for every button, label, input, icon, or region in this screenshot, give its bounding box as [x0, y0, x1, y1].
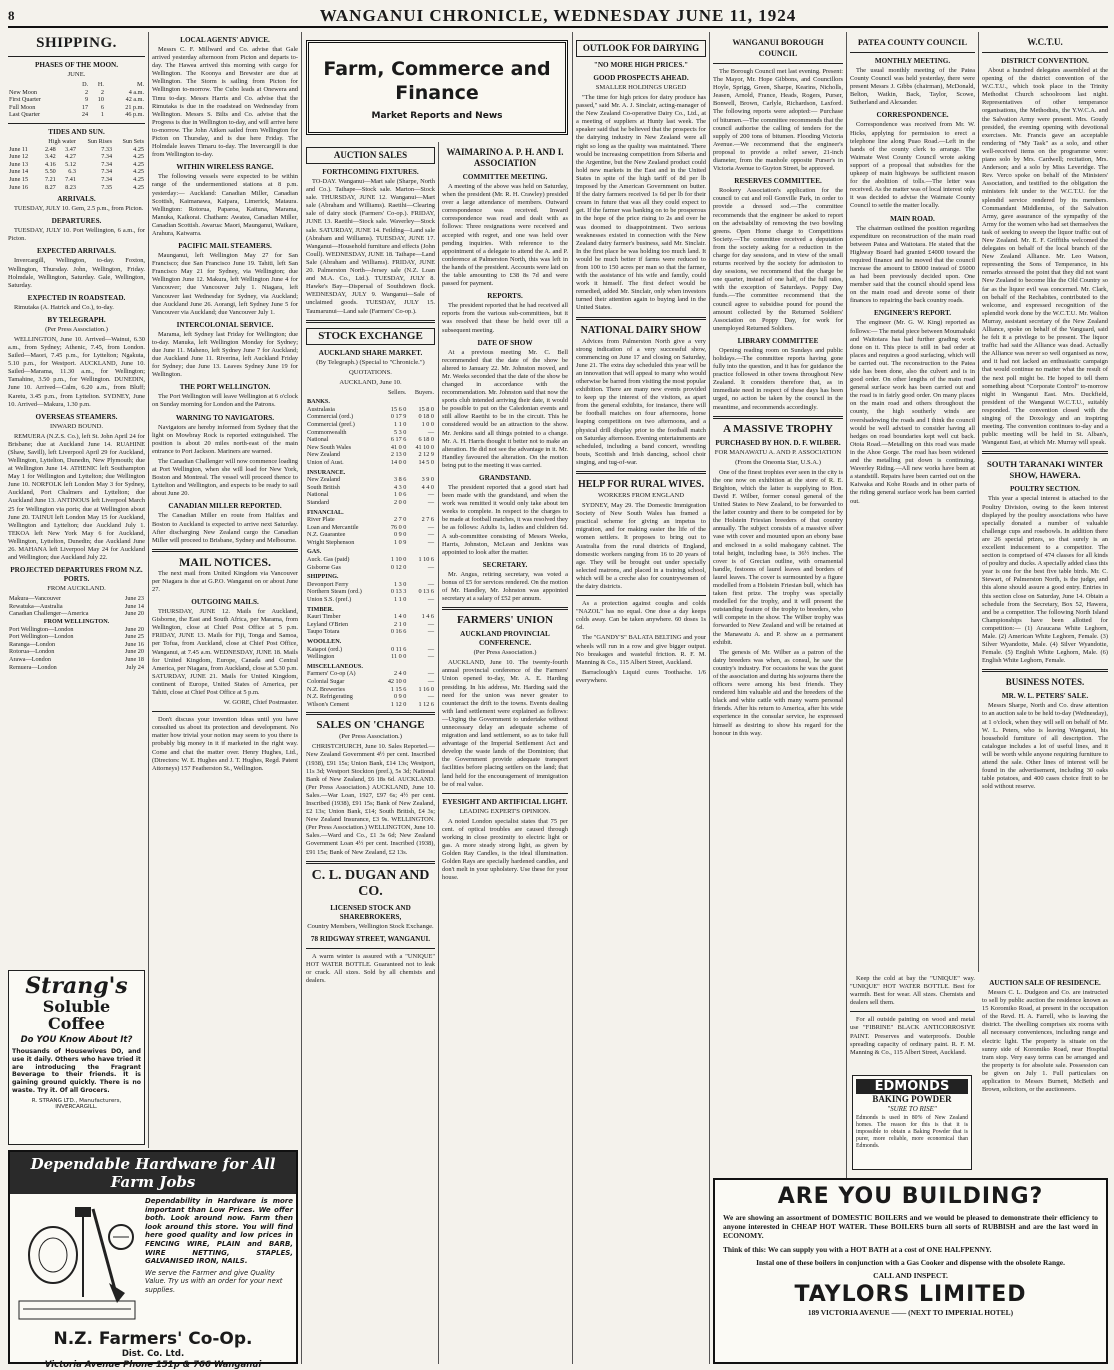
stock-section-header: TIMBER.	[307, 605, 334, 613]
farmers-union-text: AUCKLAND, June 10. The twenty-fourth annual provincial conference of the Farmers' Union opened to-day, Mr. A. E. Harding presiding. In his address, Mr. Harding said the need for the union was never greater to counteract the drift to the towns. Events dealing with land settlement were explained as follows:—Urging the Government to undertake without unnecessary delay an adequate scheme of migration and land settlement, so as to take full advantage of the Imperial Settlement Act and develop the waste lands of the Dominion; that the Government provide adequate transport facilities before placing settlers on the land; that land held for the encouragement of immigration be of real value.	[442, 659, 568, 788]
moon-month: JUNE.	[67, 71, 86, 78]
projected-table	[8, 595, 145, 671]
gandy-text: The "GANDY'S" BALATA BELTING and your wheels will run in a row and give bigger output. No breakages and wasteful friction. R. F. M. Manning & Co., 115 Albert Street, Auckland.	[576, 634, 706, 666]
projected-row: Rotorua—London June 20	[9, 648, 144, 656]
grandstand-title: GRANDSTAND.	[479, 474, 531, 482]
building-name: TAYLORS LIMITED	[794, 1282, 1027, 1308]
building-address: 189 VICTORIA AVENUE —— (NEXT TO IMPERIAL HOTEL)	[807, 1308, 1014, 1318]
borough-text: The Borough Council met last evening. Present: The Mayor, Mr. Hope Gibbons, and Councillors Hoyle, Sprigg, Green, Sharpe, Kearins, Nicholls, Jeasen, Arnold, France, Heads, Rogers, Purser, Bonwell, Brown, Carlyle, Richardson, Laxford. The following reports were adopted:— Purchase of bitumen.—The committee recommends that the council authorise the calling of tenders for the supply of 200 tons of bitumen. Flooding Victoria Avenue.—We recommend that the engineer's proposal to provide a relief sewer, 21-inch diameter, from the manhole opposite Purser's in Victoria Avenue to Guyton Street, be approved.	[713, 68, 843, 173]
stock-row: Kaiapoi (ord.) 0 11 6 —	[307, 645, 434, 653]
edmonds-product: BAKING POWDER	[872, 1094, 952, 1104]
stock-row: Wright Stephenson 1 0 9 —	[307, 538, 434, 546]
stock-row: South British 4 3 0 4 4 0	[307, 483, 434, 491]
strangs-line2: Soluble	[42, 997, 111, 1016]
dugan-sub: LICENSED STOCK AND SHAREBROKERS,	[330, 903, 411, 921]
patea-sub: MONTHLY MEETING.	[874, 57, 951, 65]
agents-text: Messrs C. F. Millward and Co. advise that Gale arrived yesterday afternoon from Picton and departs to-day. The Hawea arrived this morning with cargo for Wellington. The Koonya and Brewster are due at Wellington. The Storm is sailing from Picton for Wellington to-morrow. The Cubo leads at Onewera and Timu to-day. Messrs Harris and Co. advise that the Rimutaka is due in the roadstead on Wednesday from Wellington. Messrs S. Bilts and Co. advise that the Progress is due in Wellington to-day, and will arrive here to-morrow. The John Aitken sailed from Wellington for Picton on Thursday, and is due here Friday. The Holmdale leaves Timaru to-day. The Invercargill is due from Wellington to-day.	[152, 46, 298, 159]
mail-text: The next mail from United Kingdom via Vancouver per Niagara is due at G.P.O. Wanganui on or about June 27.	[152, 569, 298, 593]
strangs-brand: Strang's	[25, 973, 128, 999]
biz-text: Messrs Sharpe, North and Co. draw attention to an auction sale to be held to-day (Wednesday), at 1 o'clock, when they will sell on behalf of Mr. W. L. Peters, who is leaving Wanganui, his household furniture of all description. The catalogue includes a lot of useful lines, and it will be worth while anyone requiring furniture to attend the sale. Other lines of interest will be found in the advertisement, including 30 oaks table potatoes, and 400 cases choice fruit to be sold without reserve.	[982, 702, 1108, 791]
building-call: CALL AND INSPECT.	[873, 1271, 948, 1281]
road-title: MAIN ROAD.	[890, 214, 935, 223]
auction-text: TO-DAY. Wanganui—Mart sale (Sharpe, North and Co.). Taihape—Stock sale. Marton—Stock sale. THURSDAY, JUNE 12. Wanganui—Mart sale (Abraham and Williams). Raetihi—Clearing sale of dairy stock (Farmers' Co-op.). FRIDAY, JUNE 13. Raetihi—Stock sale. Waverley—Stock sale. SATURDAY, JUNE 14. Feilding—Land sale (Abraham and Williams). TUESDAY, JUNE 17. Wanganui—Household furniture and effects (John Coull). WEDNESDAY, JUNE 18. Taihape—Land Sale (Abraham and Williams). FRIDAY, JUNE 20. Palmerston North—Jersey sale (N.Z. Loan and M.A. Co., Ltd.). TUESDAY, JULY 8. Hawke's Bay—Dispersal of Southdown flock. WEDNESDAY, JULY 9. Wanganui—Sale of unclaimed goods. TUESDAY, JULY 15. Taumarunui—Land sale (Farmers' Co-op.).	[306, 178, 435, 315]
strangs-coffee-ad	[8, 970, 145, 1145]
waimarino-sub: COMMITTEE MEETING.	[462, 173, 548, 181]
roadstead-title: EXPECTED IN ROADSTEAD.	[27, 293, 126, 302]
projected-row: Makura—Vancouver June 23	[9, 595, 144, 603]
wctu-sub: DISTRICT CONVENTION.	[1001, 57, 1089, 65]
departures-title: DEPARTURES.	[51, 217, 102, 226]
farmers-name: N.Z. Farmers' Co-Op.	[53, 1329, 253, 1349]
unique-text: Keep the cold at bay the "UNIQUE" way. "UNIQUE" HOT WATER BOTTLE. Best for warmth. Best for wear. All sizes. Chemists and dealers sell them.	[850, 975, 975, 1007]
dugan-sub2: Country Members, Wellington Stock Exchange.	[307, 922, 434, 930]
moon-col: D.	[82, 81, 89, 88]
stock-section-header: BANKS.	[307, 398, 330, 406]
projected-row: Rewatuka—Australia June 14	[9, 602, 144, 610]
ndshow-text: Advices from Palmerston North give a very strong indication of a very successful show, commencing on June 17 and closing on Saturday, June 21. The extra day scheduled this year will be an innovation that will appeal to many who would otherwise be barred from visiting the most popular exhibition. There are many new events provided to keep up the interest of the visitors, as apart from the general exhibits, for instance, there will be football matches on four afternoons, horse leaping competitions on two afternoons, and a physical drill display prior to the football match on Saturday afternoon. Evening entertainments are scheduled, including a band concert, wrestling bouts, Scottish and Irish dancing, school choir singing, and tug-of-war.	[576, 337, 706, 466]
projected-row: Canadian Challenger—America June 20	[9, 610, 144, 618]
page-header	[8, 6, 1108, 28]
patent-text: Don't discuss your invention ideas until you have consulted us about its protection and development. No matter how trivial your notion may seem to you there is probably big money in it if marketed in the right way. Come and chat the matter over. Henry Hughes, Ltd., (Directors: W. E. Hughes and J. T. Hughes, Regd. Patent Attorneys) 157 Featherston St., Wellington.	[152, 716, 298, 772]
outgoing-text: THURSDAY, JUNE 12. Mails for Auckland, Gisborne, the East and South Africa, per Marama, from Wellington, close at Chief Post Office at 5 p.m. FRIDAY, JUNE 13. Mails for Fiji, Tonga and Samoa, per Tofua, from Auckland, close at Chief Post Office, Wanganui, at 7.45 a.m. WEDNESDAY, JUNE 18. Mails for United Kingdom, Europe, Canada and Central America, per Niagara, from Auckland, close at 5.30 p.m. SATURDAY, JUNE 21. Mails for United Kingdom, continent of Europe, United States of America, per Tahiti, close at Chief Post Office at 5 p.m.	[152, 608, 298, 696]
stock-row: Union of Aust. 14 0 0 14 5 0	[307, 458, 434, 466]
stock-row: Auck. Gas (paid) 1 10 0 1 10 6	[307, 556, 434, 564]
farmers-address: Victoria Avenue Phone 151p & 766 Wanganui	[44, 1360, 262, 1370]
projected-row: Remuera—London July 24	[9, 663, 144, 671]
stock-row: National 6 17 6 6 18 0	[307, 436, 434, 444]
patea-text: The usual monthly meeting of the Patea County Council was held yesterday, there were present Messrs J. Gibbs (chairman), McDonald, Belton, Watkin, Back, Taylor, Scowe, Sutherland and Alexander.	[850, 67, 975, 107]
farmers-union-sub: AUCKLAND PROVINCIAL CONFERENCE.	[460, 630, 550, 648]
grandstand-text: The president reported that a good start had been made with the grandstand, and when the work was remitted it would only take about ten weeks to complete. In respect to the charges to be made at football matches, it was resolved they be as follows: Adults 1s, ladies and children 6d. A sub-committee consisting of Messrs Weeks, Harris, Johnston, McLean and Jenkins was appointed to look after the matter.	[442, 484, 568, 556]
eyesight-sub: LEADING EXPERT'S OPINION.	[459, 807, 551, 815]
secretary-text: Mr. Angus, retiring secretary, was voted a bonus of £5 for services rendered. On the motion of Mr. Handley, Mr. Johnston was appointed secretary at a salary of £52 per annum.	[442, 570, 568, 603]
trophy-sub3: (From the Oneonta Star, U.S.A.)	[735, 458, 821, 466]
stock-section-header: FINANCIAL.	[307, 508, 344, 516]
outlook-text: "The time for high prices for dairy produce has passed," said Mr. A. J. Sinclair, acting-manager of the New Zealand Co-operative Dairy Co., Ltd., at a meeting of suppliers at Hunty last week. The speaker said that he believed that the prospects for the dairying industry in New Zealand were all right so long as the quality was maintained. There would be increasing competition from Siberia and the Argentine, but the New Zealand product could hold new markets in the East and in the United States in spite of the high tariff of 8d per lb imposed by the American Government on butter. If the dairy farmers received 1s 6d per lb for their cream in future that was all they could expect to get. If the farmer was banking on to be prosperous in the hope of the price rising to 2s and over he was doomed to disappointment. Two serious weaknesses existed in connection with the New Zealand dairy farmer's business, said Mr. Sinclair. In the first place he was holding too much land. It would be much better if farms were reduced to from 100 to 150 acres per man so that the farmer, with the assistance of his wife and family, could work it himself. The first defect would be remedied, added Mr. Sinclair, only when investors turned their attention again to buying land in the United States.	[576, 94, 706, 312]
column-waimarino	[442, 142, 568, 1364]
tide-row: June 14 5.50 6.3 7.34 4.25	[9, 168, 144, 176]
stock-row: Wellington 11 0 0 —	[307, 653, 434, 661]
corr-text: Correspondence was received from Mr. W. Hicks, applying for permission to erect a telephone line along Puao Road.—Left in the hands of the county clerk to arrange. The Waimate West County Council wrote asking support of a proposal that subsidies for the upkeep of main highways be sufficient reason for the abolition of tolls.—The letter was received. As the matter was of local interest only it was decided to advise the Waimate County Council to settle the matter locally.	[850, 121, 975, 210]
column-wctu	[982, 32, 1108, 972]
eng-title: ENGINEER'S REPORT.	[873, 309, 952, 318]
biz-sub: MR. W. L. PETERS' SALE.	[1001, 692, 1089, 701]
strangs-line3: Coffee	[48, 1014, 105, 1033]
edmonds-text: Edmonds is used in 80% of New Zealand homes. The reason for this is that it is impossible to obtain a Baking Powder that is purer, more reliable, more economical than Edmonds.	[856, 1115, 968, 1149]
projected-row: Port Wellington—London June 25	[9, 633, 144, 641]
postmaster: W. GORE, Chief Postmaster.	[223, 699, 298, 707]
telegraph-sub: (Per Press Association.)	[45, 325, 108, 333]
wctu-title: W.C.T.U.	[1027, 37, 1063, 47]
dugan-address: 78 RIDGWAY STREET, WANGANUI.	[310, 934, 431, 943]
miller-title: CANADIAN MILLER REPORTED.	[168, 502, 282, 511]
reserves-text: Rookery Association's application for the council to cut and roll Gonville Park, in order to provide a dressed sod.—The committee recommends that the engineer be asked to report on the advisability of removing the two bowling greens. Open Home charge to Competitions Society.—The committee received a deputation from the society asking for a reduction in the charge for day sessions, and in view of the small returns received by the society for admission to day sessions, we recommend that the charge be one quarter, instead of one half, of the full rates, with the exception of Saturdays. Poppy Day funds.—The committee recommend that the council agree to subsidise pound for pound the amount collected by the Returned Soldiers' Association on Poppy Day, for work for unemployed Returned Soldiers.	[713, 187, 843, 332]
farmers-union-title: FARMERS' UNION	[456, 614, 554, 627]
stock-row: N.Z. Guarantee 0 9 0 —	[307, 531, 434, 539]
stock-section-header: INSURANCE.	[307, 468, 346, 476]
reports-title: REPORTS.	[487, 292, 523, 301]
fibrine-text: For all outside painting on wood and metal use "FIBRINE" BLACK ANTICORROSIVE PAINT. Preserves and waterproofs. Double spreading capacity of ordinary paint. R. F. M. Manning & Co., 115 Albert Street, Auckland.	[850, 1016, 975, 1056]
tide-row: June 12 3.42 4.27 7.34 4.25	[9, 153, 144, 161]
canadian-text: The Canadian Challenger will now commence loading at Port Wellington, when she will load for New York, Boston and Montreal. The vessel will proceed thence to Lyttelton and Wellington, and expects to be ready to sail about June 20.	[152, 457, 298, 498]
moon-row: Last Quarter 24 1 46 p.m.	[9, 111, 144, 119]
wireless-title: WITHIN WIRELESS RANGE.	[176, 163, 274, 172]
warning-title: WARNING TO NAVIGATORS.	[175, 413, 275, 422]
stock-row: Kauri Timber 1 4 0 1 4 6	[307, 613, 434, 621]
moon-row: First Quarter 9 10 42 a.m.	[9, 96, 144, 104]
waimarino-title: WAIMARINO A. P. H. AND I. ASSOCIATION	[446, 147, 564, 168]
stock-row: Farmers' Co-op (A) 2 4 0 —	[307, 670, 434, 678]
stock-row: Commonwealth 5 3 0 —	[307, 428, 434, 436]
stock-quotations: QUOTATIONS.	[349, 368, 392, 376]
column-shipping-notices	[152, 32, 298, 1146]
rural-sub: WORKERS FROM ENGLAND	[597, 492, 685, 500]
stock-section-header: MISCELLANEOUS.	[307, 662, 363, 670]
auction-sub: FORTHCOMING FIXTURES.	[322, 168, 419, 176]
roadstead-text: Rimutaka (A. Hatrick and Co.), to-day.	[14, 303, 114, 311]
stock-row: Gisborne Gas 0 12 0 —	[307, 563, 434, 571]
stock-row: Union S.S. (pref.) 1 1 0 —	[307, 596, 434, 604]
tides-table: High water Sun Rises Sun Sets June 11 2.48 3.47 7.33 4.25 June 12 3.42 4.27 7.34 4.25 June 13 4.16 5.12 7.34 4.25 June 14 5.50 6.3 7.34 4.25 June 15 7.21 7.41 7.34 4.25 June 16 8.27 8.23 7.35 4.25	[9, 137, 144, 191]
stock-row: New Zealand 3 8 6 3 9 0	[307, 476, 434, 484]
farm-commerce-banner	[306, 40, 568, 135]
library-text: Opening reading room on Sundays and public holidays.—The committee reports having gone fully into the question, and it has for guidance the practice followed in other towns throughout New Zealand. It considers therefore that, as in immediate need in respect of these days has been urged, no action be taken by the council in the meantime, and recommends accordingly.	[713, 346, 843, 411]
farm-banner-subtitle: Market Reports and News	[371, 111, 503, 121]
farm-tools-illustration-icon	[13, 1197, 141, 1327]
poultry-title: POULTRY SECTION.	[1010, 485, 1080, 494]
moon-row: Full Moon 17 6 21 p.m.	[9, 103, 144, 111]
warning-text: Navigators are hereby informed from Sydney that the light on Mowbray Rock is reported extinguished. The position is about 20 miles north-east of the main entrance to Port Jackson. Mariners are warned.	[152, 423, 298, 455]
moon-table	[8, 81, 145, 119]
column-borough	[713, 32, 843, 1364]
farmers-dist: Dist. Co. Ltd.	[121, 1349, 185, 1359]
stock-sub2: (By Telegraph.) (Special to "Chronicle.")	[316, 358, 425, 366]
show-text: At a previous meeting Mr. C. Bell recommended that the date of the show be altered to January 22. Mr. Johnston moved, and Mr. Weeks seconded that the date of the show be changed in accordance with the recommendation. Mr. Johnston said that now the sports club intended arriving their date, it would be possible to put on the Caledonian events and still allow Raetihi to be in the circuit. This he considered would be an attraction to the show. Mr. Jenkins said all things pointed to a change. Mr. A. H. Harris thought it better not to make an alteration. He did not see the advantage in it. Mr. Handley favoured the alteration. On the motion being put to the meeting it was carried.	[442, 348, 568, 469]
stock-col-buyers: Buyers.	[414, 388, 434, 396]
outlook-sub2: SMALLER HOLDINGS URGED	[595, 84, 687, 91]
taylors-building-ad	[713, 1178, 1108, 1364]
farmers-coop-ad	[8, 1150, 298, 1370]
strangs-question: Do YOU Know About It?	[20, 1035, 133, 1045]
edmonds-ad	[852, 1075, 972, 1170]
farm-banner-title: Farm, Commerce and Finance	[323, 58, 551, 104]
strangs-text: Thousands of Housewives DO, and use it daily. Others who have tried it are introducing the Fragrant Beverage to their friends. It is gaining ground quickly. There is no waste. Try it. Of all Grocers.	[12, 1048, 141, 1094]
pacific-title: PACIFIC MAIL STEAMERS.	[178, 242, 272, 251]
tides-title: TIDES AND SUN.	[48, 127, 105, 136]
stock-row: Wilson's Cement 1 12 0 1 12 6	[307, 700, 434, 708]
intercolonial-text: Marama, left Sydney last Friday for Wellington; due to-day. Manuka, left Wellington Monday for Sydney; due June 11. Maheno, left Sydney June 7 for Auckland; due Auckland June 11. Riverina, left Auckland Friday for Sydney; due June 13. Leaves Sydney June 19 for Wellington.	[152, 330, 298, 379]
miller-text: The Canadian Miller en route from Halifax and Boston to Auckland is expected to arrive next Saturday. After discharging New Zealand cargo the Canadian Miller will proceed to Brisbane, Sydney and Melbourne.	[152, 512, 298, 544]
waimarino-text: A meeting of the above was held on Saturday, when the president (Mr. R. H. Crawley) presided over a large attendance of members. Outward correspondence was received. Inward correspondence was read and dealt with as follows: Three resignations were received and accepted with regret, and one was held over pending inquiries. With reference to the appointment of a delegate to attend the A. and P. conference at Palmerston North, this was left in the hands of the president. Accounts were laid on the table amounting to £38 8s 7d and were passed for payment.	[442, 183, 568, 288]
outlook-title: OUTLOOK FOR DAIRYING	[576, 40, 706, 57]
arrivals-title: ARRIVALS.	[57, 195, 96, 204]
biz-title: BUSINESS NOTES.	[1005, 677, 1085, 688]
sales-change-text: CHRISTCHURCH, June 10. Sales Reported.—New Zealand Government 4½ per cent. Inscribed (1938), £91 15s; Union Bank, £14 13s; Westport, 11s 3d; Westport Stockton (pref.), 5s 3d; National Bank of New Zealand, £6 18s 6d. AUCKLAND. (Per Press Association.) AUCKLAND, June 10. Sales.—War Loan, 1927, £97 6s; 4½ per cent. Inscribed (1938), £91 15s; Bank of New Zealand, £2 13s; Union Bank, £14; South British, £4 3s; New Zealand Insurance, £3 9s. WELLINGTON. (Per Press Association.) WELLINGTON, June 10. Sales.—Ward and Co., £1 3s 6d; New Zealand Government Loan 4½ per cent. Inscribed (1938), £91 15s; Bank of New Zealand, £2 13s.	[306, 743, 435, 856]
farmers-slogan: We serve the Farmer and give Quality Value. Try us with an order for your next supplies.	[145, 1268, 283, 1294]
reports-text: The president reported that he had received all reports from the various sub-committees, but it was resolved that these be held over till a subsequent meeting.	[442, 302, 568, 334]
trophy-title: A MASSIVE TROPHY	[723, 422, 833, 435]
residence-sale	[982, 975, 1108, 1175]
telegraph-text: WELLINGTON, June 10. Arrived—Wainui, 6.30 a.m., from Sydney; Athenic, 7.45, from London. Sailed—Maori, 7.45 p.m., for Lyttelton; Ngakuta, 5.10 p.m., for Westport. AUCKLAND, June 10. Sailed—Marama, 11.30 a.m., for Wellington; Tamahine, 3.50 p.m., for Wellington. DUNEDIN, June 10. Arrived—Calm, 6.20 a.m., from Bluff; Karetu, 3.45 p.m., from Lyttelton. SYDNEY, June 10. Arrived—Makura, 1.30 p.m.	[8, 335, 145, 408]
eng-text: The engineer (Mr. G. W. King) reported as follows:— The metal piece between Moumahaki and Waitotara has had further grading work done on it. This piece is still in bad order at places and requires a good surfacing, which will be carried out. The reconstruction to the Patea side has been done, also the culvert and is in good order. On other lengths of the main road general surface work has been carried out and the road is in fairly good order. On many places on the main road and others throughout the county, the high southerly winds are overshadowing the roads and I think the council would be well advised to consider having all hedges on road boundaries kept well cut back. Otoia Road.—Metalling on this road was made in the Ahoe Gorge. The road has been widened and the metalling put down is continuing. Waverley Riding.—All new works have been at a standstill. Repairs have been carried out on the Kaiwaka and Kohe Roads and in other parts of the riding general surface work has been carried out.	[850, 319, 975, 505]
stock-section-header: GAS.	[307, 548, 322, 556]
tide-row: June 13 4.16 5.12 7.34 4.25	[9, 160, 144, 168]
projected-row: Arawa—London June 18	[9, 655, 144, 663]
stock-row: Commercial (ord.) 0 17 9 0 18 0	[307, 413, 434, 421]
toothache-text: Barraclough's Liquid cures Toothache. 1/6 everywhere.	[576, 668, 706, 684]
stock-row: Leyland O'Brien 2 1 0 —	[307, 620, 434, 628]
dugan-name: C. L. DUGAN AND CO.	[311, 867, 430, 899]
column-markets	[306, 142, 435, 1364]
trophy-sub2: FOR MANAWATU A. AND P. ASSOCIATION	[714, 448, 842, 456]
stock-row: New Zealand 2 13 0 2 12 9	[307, 451, 434, 459]
stock-row: N.Z. Refrigerating 0 9 0 —	[307, 693, 434, 701]
building-title: ARE YOU BUILDING?	[777, 1184, 1044, 1209]
tide-row: June 16 8.27 8.23 7.35 4.25	[9, 183, 144, 191]
expected-text: Invercargill, Wellington, to-day. Foxton, Wellington, Thursday. John, Wellington, Friday. Holmdale, Wellington, Saturday. Gale, Wellington, Saturday.	[8, 257, 145, 289]
corr-title: CORRESPONDENCE.	[876, 111, 949, 120]
column-dairying	[576, 32, 706, 1364]
warmer-text: A warm winter is assured with a "UNIQUE" HOT WATER BOTTLE. Guaranteed not to leak or crack. All sizes. Sold by all chemists and dealers.	[306, 952, 435, 984]
outgoing-title: OUTGOING MAILS.	[191, 598, 259, 607]
projected-row: Raranga—London June 16	[9, 640, 144, 648]
auction-title: AUCTION SALES	[306, 147, 435, 164]
stock-row: Standard 2 0 0 —	[307, 498, 434, 506]
rural-title: HELP FOR RURAL WIVES.	[578, 479, 704, 491]
projected-row: FROM WELLINGTON.	[43, 618, 110, 625]
patea-title: PATEA COUNTY COUNCIL	[857, 37, 968, 47]
sales-change-sub: (Per Press Association.)	[339, 733, 402, 741]
agents-title: LOCAL AGENTS' ADVICE.	[180, 36, 270, 44]
stock-row: National 1 0 6 —	[307, 491, 434, 499]
pacific-text: Maunganui, left Wellington May 27 for San Francisco; due San Francisco June 19. Tahiti, left San Francisco May 21 for Sydney, via Wellington; due Wellington June 12. Makura, left Wellington June 4 for Vancouver; due Vancouver July 1. Niagara, left Vancouver last Wednesday for Sydney, via Auckland; due Auckland June 26. Aorangi, left Sydney June 5 for Vancouver via Auckland; due Vancouver July 1.	[152, 252, 298, 316]
stock-section-header: SHIPPING.	[307, 573, 339, 581]
masthead: WANGANUI CHRONICLE, WEDNESDAY JUNE 11, 1924	[319, 6, 797, 25]
building-text: We are showing an assortment of DOMESTIC BOILERS and we would be pleased to demonstrate their efficiency to anyone interested in CHEAP HOT WATER. These BOILERS burn all sorts of RUBBISH and are the last word in ECONOMY.	[723, 1213, 1098, 1241]
wctu-text: About a hundred delegates assembled at the opening of the district convention of the W.C.T.U., which took place in the Trinity Methodist Church schoolroom last night. Representatives of other temperance organisations, the Methodists, the Y.W.C.A. and the Salvation Army were present. Mrs. Goudy presided, the evening opening with devotional exercises. Mr. Francis gave an acceptable rendering of "My Task" as a solo, and other well-received items on the programme were: piano solo by Mrs. Cardwell; recitation, Mrs. Anderson; and a solo by Miss Leveridge. The Rev. Verco spoke on behalf of the Ministers' Association, and testified to the obligation the ministers felt under to the W.C.T.U. for the splendid service rendered by its members. Commandant Middlemiss, of the Salvation Army, gave assurance of the sympathy of the Army for the women who had set themselves the task of seeking to sweep the liquor traffic out of New Zealand. Mr. E. F. Griffiths welcomed the delegates on behalf of the local branch of the New Zealand Alliance. Mr. Leo Watson, representing the Sons of Temperance, in his remarks stressed the point that they did not want New Zealand to become like the Old Country so far as the liquor evil was concerned. Mr. Clark, on behalf of the Rechabites, contributed to the welcome, and expressed recognition of the splendid work done by the W.C.T.U. Mr. Walton Murray, assistant secretary of the New Zealand Alliance, spoke on behalf of the Vanguard, said he felt it a privilege to be present. The liquor traffic had said the Alliance was dead. Actually the Alliance was never so well organised as now, and it had not lacked an enthusiastic campaign that would continue no matter what the result of the next poll might be. He hoped to tell them something about "Corporate Control" to-morrow night in Wanganui East. Mrs. Duckfield, president of the Wanganui W.C.T.U., suitably responded. The convention closed with the singing of the Doxology and an inspiring meeting. The convention continues to-day and a public meeting will be held in St. Alban's, Wanganui East, at which Mr. Murray will speak.	[982, 67, 1108, 447]
library-title: LIBRARY COMMITTEE	[737, 336, 819, 345]
edmonds-slogan: "SURE TO RISE"	[887, 1105, 937, 1113]
residence-text: Messrs C. L. Dudgeon and Co. are instructed to sell by public auction the residence known as 15 Koromiko Road, at present in the occupation of the Revd. H. A. Farrell, who is leaving the district. The dwelling comprises six rooms with all necessary conveniences, including range and electric light. The property is situate on the sunny side of Koromiko Road, near Hospital tram stop. Very easy terms can be arranged and the property is for absolute sale. Possession can be given on July 1. Full particulars on application to Messrs Burnett, McBeth and Brown, solicitors, or the auctioneers.	[982, 989, 1108, 1094]
stock-row: Northern Steam (ord.) 0 13 3 0 13 6	[307, 588, 434, 596]
eyesight-title: EYESIGHT AND ARTIFICIAL LIGHT.	[442, 797, 568, 806]
farmers-headline: Dependable Hardware for All Farm Jobs	[10, 1152, 296, 1194]
building-install: Instal one of these boilers in conjunction with a Gas Cooker and dispense with the obsolete Range.	[756, 1257, 1065, 1267]
residence-title: AUCTION SALE OF RESIDENCE.	[989, 979, 1101, 987]
inward-title: INWARD BOUND.	[49, 422, 104, 430]
farmers-union-sub2: (Per Press Association.)	[473, 649, 537, 657]
sales-change-title: SALES ON 'CHANGE	[316, 719, 425, 732]
moon-row: New Moon 2 2 4 a.m.	[9, 88, 144, 96]
stock-row: Colonial Sugar 42 10 0 —	[307, 677, 434, 685]
outlook-quote: "NO MORE HIGH PRICES."	[593, 61, 689, 69]
arrivals-text: TUESDAY, JULY 10. Gem, 2.5 p.m., from Picton.	[14, 205, 144, 213]
stock-row: Commercial (pref.) 1 1 0 1 0 0	[307, 420, 434, 428]
telegraph-title: BY TELEGRAPH.	[47, 315, 106, 324]
edmonds-name: EDMONDS	[856, 1079, 968, 1094]
stock-row: Devonport Ferry 1 3 0 —	[307, 580, 434, 588]
moon-title: PHASES OF THE MOON.	[34, 61, 119, 69]
column-patea	[850, 32, 975, 972]
stock-sub: AUCKLAND SHARE MARKET.	[318, 348, 423, 357]
stock-section-header: WOOLLEN.	[307, 638, 342, 645]
projected-title: PROJECTED DEPARTURES FROM N.Z. PORTS.	[10, 566, 143, 584]
nazol-text: As a protection against coughs and colds "NAZOL" has no equal. One dose a day keeps colds away. Can be taken anywhere. 60 doses 1s 6d.	[576, 600, 706, 632]
mail-title: MAIL NOTICES.	[178, 554, 272, 569]
rural-text: SYDNEY, May 29. The Domestic Immigration Society of New South Wales has framed a practical scheme for giving an impetus to migration, and for making easier the life of the women settlers. It proposes to bring out to Australia from the rural districts of England, domestic workers ranging from 16 to 20 years of age. They will be brought out under specially selected matrons, and placed in a training school, which will be a creche also for countrywomen of the dairy districts.	[576, 502, 706, 590]
stock-row: Loan and Mercantile 76 0 0 —	[307, 523, 434, 531]
overseas-title: OVERSEAS STEAMERS.	[35, 412, 118, 421]
tide-row: June 11 2.48 3.47 7.33 4.25	[9, 145, 144, 153]
show-title: DATE OF SHOW	[477, 338, 533, 347]
wireless-text: The following vessels were expected to be within range of the undermentioned stations at 8 p.m. yesterday:— Auckland: Canadian Miller, Canadian Scottish, Kaimanawa, Kaipara, Limerick, Mataura. Wellington: Rotorua, Paparoa, Kaituna, Marama, Manuka, Kaikorai. Chatham: Awatea, Canadian Miller, Canadian Scottish. Awarua: Maori, Maunganui, Waikare, Arahura, Kaiwarra.	[152, 173, 298, 237]
departures-text: TUESDAY, JULY 10. Port Wellington, 6 a.m., for Picton.	[8, 227, 145, 243]
stock-col-sellers: Sellers.	[387, 388, 407, 396]
stock-row: New South Wales 41 0 0 41 10 0	[307, 443, 434, 451]
road-text: The chairman outlined the position regarding expenditure on reconstruction of the main road between Patea and Waitotara. He stated that the Highway Board had granted £4000 toward the required finance and he moved that the council increase the amount to £8000 instead of £6000 as had been previously decided upon. One member said that the council should spend less on the main road and devote some of their finances to repairing the back country roads.	[850, 224, 975, 305]
borough-title: WANGANUI BOROUGH COUNCIL	[732, 38, 824, 58]
port-text: The Port Wellington will leave Wellington at 6 o'clock on Sunday morning for London and the Patrons.	[152, 393, 298, 409]
outlook-sub: GOOD PROSPECTS AHEAD.	[593, 74, 689, 82]
shipping-title: SHIPPING.	[36, 35, 117, 51]
stock-row: N.Z. Breweries 1 15 6 1 16 0	[307, 685, 434, 693]
stock-date: AUCKLAND, June 10.	[339, 378, 402, 386]
farmers-body: Dependability in Hardware is more important than Low Prices. We offer both. Look around now. Farm then look around this store. You will find here good quality and low prices in FENCING WIRE, PLAIN and BARB, WIRE NETTING, STAPLES, GALVANISED IRON, NAILS.	[145, 1197, 293, 1266]
stock-row: Taupo Totara 0 16 6 —	[307, 628, 434, 636]
eyesight-text: A noted London specialist states that 75 per cent. of optical troubles are caused through working in close proximity to electric light or gas. A more steady strong light, as given by Golden Ray Candles, is the ideal illumination. Golden Rays are specially hardened candles, and don't melt in your upholstery. Use these for your house.	[442, 817, 568, 882]
trophy-sub: PURCHASED BY HON. D. F. WILBER.	[715, 438, 841, 447]
stock-table	[306, 389, 435, 709]
stock-title: STOCK EXCHANGE	[306, 328, 435, 345]
secretary-title: SECRETARY.	[482, 560, 528, 569]
page-number: 8	[8, 8, 15, 23]
strangs-maker: R. STRANG LTD., Manufacturers, INVERCARGILL.	[31, 1097, 122, 1110]
building-think: Think of this: We can supply you with a HOT BATH at a cost of ONE HALFPENNY.	[723, 1244, 992, 1254]
tide-row: June 15 7.21 7.41 7.34 4.25	[9, 175, 144, 183]
expected-title: EXPECTED ARRIVALS.	[37, 247, 116, 256]
port-title: THE PORT WELLINGTON.	[179, 383, 271, 392]
stock-row: River Plate 2 7 0 2 7 6	[307, 516, 434, 524]
stws-title: SOUTH TARANAKI WINTER SHOW, HAWERA.	[986, 459, 1104, 481]
ndshow-title: NATIONAL DAIRY SHOW	[580, 324, 702, 336]
trophy-text: One of the finest trophies ever seen in the city is the one now on exhibition at the store of R. E. Brighton, which the latter is supplying to Hon. David F. Wilber, former consul general of the United States to New Zealand, to be forwarded to the latter country and there to be competed for by the Holstein Friesian breeders of that country annually. The subject consists of a massive silver vase with cover and mounted upon an ebony base and enclosed in a solid mahogany cabinet. The total height, including base, is 36½ inches. The cover is of Grecian outline, with ornamental handle, festoons of laurel leaves and borders of laurel leaves. The cover is surmounted by a figure modelled from a Holstein Friesian bull, which has taken first prize. The trophy was specially modelled for the trophy, and it will present the outstanding feature of the trophy to breeders, who will compete in the show. The Wilber trophy was forwarded to New Zealand and will be retained at the Manawatu A. and P. show as a permanent exhibit.	[713, 468, 843, 646]
inward-text: REMUERA (N.Z.S. Co.), left St. John April 24 for Brisbane; due at Auckland June 14. RUAHINE (Shaw, Savill), left Liverpool April 29 for Auckland, Wellington, Lyttelton, Dunedin, New Plymouth; due at Wellington June 14. ATHENIC left Southampton May 1 for Wellington and Lyttelton; due Wellington June 10. NORFOLK left London May 3 for Sydney, Auckland, Port Chalmers and Lyttelton; due Auckland June 13. ANTINOUS left Liverpool March 25 for Wellington via ports; due at Wellington about June 20. TAINUI left London May 15 for Auckland, Wellington and Lyttelton; due Auckland July 1. TEKOA left New York May 6 for Auckland, Wellington, Lyttelton, Dunedin; due Auckland June 26. MAHANA left Liverpool May 24 for Auckland and Wellington; due Auckland July 22.	[8, 432, 145, 562]
moon-col: H.	[97, 81, 104, 88]
projected-sub: FROM AUCKLAND.	[47, 585, 106, 593]
tribute-text: The genesis of Mr. Wilber as a patron of the dairy breeders was when, as consul, he saw the country's industry. For occasions he was the guest of the association and during his sojourns there the officers were among his best friends. They rendered him valuable aid and the breeders of the black and white cattle with many warm personal friends. After his return to America, after his wide experience in the consular service, he expressed himself as desiring to show his regard for the honour in this way.	[713, 648, 843, 737]
stock-row: Australasia 15 6 0 15 8 0	[307, 405, 434, 413]
reserves-title: RESERVES COMMITTEE.	[734, 177, 822, 186]
moon-col: M.	[136, 81, 144, 88]
projected-row: Port Wellington—London June 20	[9, 625, 144, 633]
intercolonial-title: INTERCOLONIAL SERVICE.	[176, 320, 274, 329]
poultry-text: This year a special interest is attached to the Poultry Division, owing to the keen interest displayed by the poultry associations who have specially donated a number of valuable challenge cups and rosebowls. In addition there are 26 special prizes, so that surely is an excellent inducement to a competitor. The section is comprised of 474 classes for all kinds of poultry and ducks. A specially added class this year is one for the best five table birds. Mr. C. Stewart, of Palmerston North, is the judge, and this alone should assure a good entry. Entries in this section close on Saturday, June 14. Obtain a schedule from the Secretary, Box 52, Hawera, and be a competitor. The following North Island Championships have been allotted for competition:— (1) Araucana White Leghorn, Male. (2) American White Leghorn, Female. (3) Silver Wyandotte, Male. (4) Silver Wyandotte, Female. (5) English White Leghorn, Male. (6) English White Leghorn, Female.	[982, 495, 1108, 665]
